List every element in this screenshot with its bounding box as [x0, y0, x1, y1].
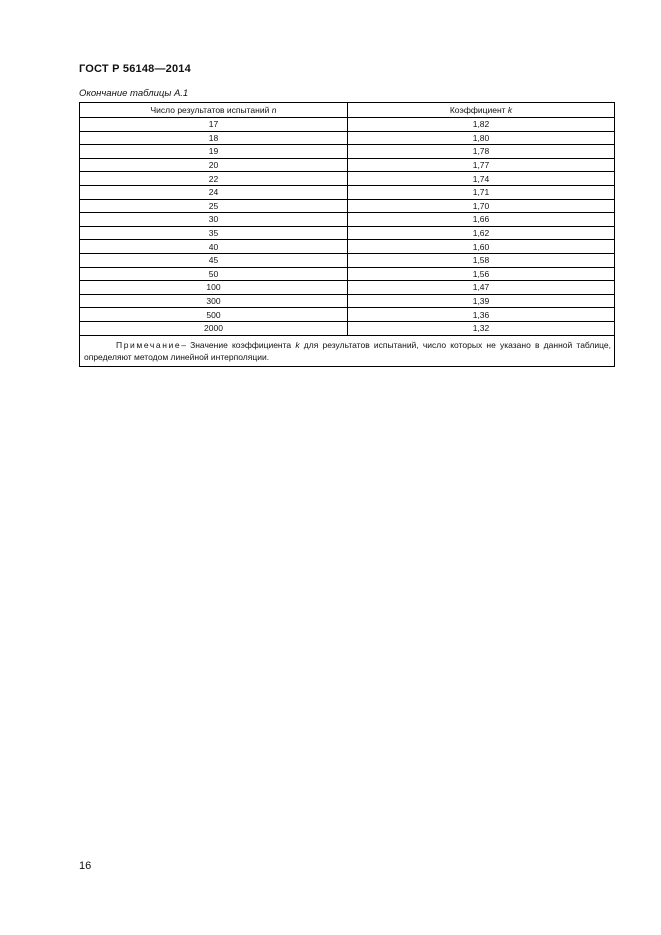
table-row — [80, 281, 615, 295]
cell-coefficient: 1,82 — [348, 118, 615, 132]
table-body — [80, 118, 615, 336]
coefficient-table — [79, 102, 615, 367]
cell-count: 25 — [80, 199, 348, 213]
table-header-row — [80, 103, 615, 118]
cell-count: 100 — [80, 281, 348, 295]
cell-count: 500 — [80, 308, 348, 322]
cell-count: 24 — [80, 185, 348, 199]
cell-coefficient: 1,60 — [348, 240, 615, 254]
cell-count: 35 — [80, 226, 348, 240]
document-header: ГОСТ Р 56148—2014 — [79, 63, 191, 75]
table-caption: Окончание таблицы А.1 — [79, 88, 189, 99]
cell-count: 18 — [80, 131, 348, 145]
table-row — [80, 118, 615, 132]
table-row — [80, 131, 615, 145]
cell-coefficient: 1,58 — [348, 253, 615, 267]
column-header-count: Число результатов испытаний n — [80, 103, 348, 118]
cell-count: 40 — [80, 240, 348, 254]
cell-coefficient: 1,32 — [348, 321, 615, 335]
note-label: Примечание — [116, 339, 182, 350]
table-note-row — [80, 335, 615, 366]
cell-count: 30 — [80, 213, 348, 227]
table-row — [80, 172, 615, 186]
cell-coefficient: 1,80 — [348, 131, 615, 145]
page-number: 16 — [79, 860, 92, 872]
table-note: Примечание– Значение коэффициента k для результатов испытаний, число которых не указано в данной таблице, определяют методом линейной интерполяции. — [80, 335, 615, 366]
table-row — [80, 226, 615, 240]
cell-count: 45 — [80, 253, 348, 267]
cell-count: 50 — [80, 267, 348, 281]
cell-coefficient: 1,62 — [348, 226, 615, 240]
cell-count: 19 — [80, 145, 348, 159]
cell-coefficient: 1,77 — [348, 158, 615, 172]
table-row — [80, 321, 615, 335]
cell-count: 2000 — [80, 321, 348, 335]
cell-count: 22 — [80, 172, 348, 186]
table-row — [80, 253, 615, 267]
cell-count: 17 — [80, 118, 348, 132]
cell-coefficient: 1,71 — [348, 185, 615, 199]
cell-coefficient: 1,36 — [348, 308, 615, 322]
cell-coefficient: 1,39 — [348, 294, 615, 308]
table-row — [80, 213, 615, 227]
cell-coefficient: 1,74 — [348, 172, 615, 186]
table-row — [80, 267, 615, 281]
cell-count: 20 — [80, 158, 348, 172]
table-row — [80, 199, 615, 213]
table-row — [80, 185, 615, 199]
cell-count: 300 — [80, 294, 348, 308]
table-row — [80, 308, 615, 322]
column-header-coefficient: Коэффициент k — [348, 103, 615, 118]
cell-coefficient: 1,70 — [348, 199, 615, 213]
cell-coefficient: 1,56 — [348, 267, 615, 281]
table-row — [80, 145, 615, 159]
table-row — [80, 240, 615, 254]
table-row — [80, 294, 615, 308]
cell-coefficient: 1,78 — [348, 145, 615, 159]
table-row — [80, 158, 615, 172]
cell-coefficient: 1,47 — [348, 281, 615, 295]
cell-coefficient: 1,66 — [348, 213, 615, 227]
